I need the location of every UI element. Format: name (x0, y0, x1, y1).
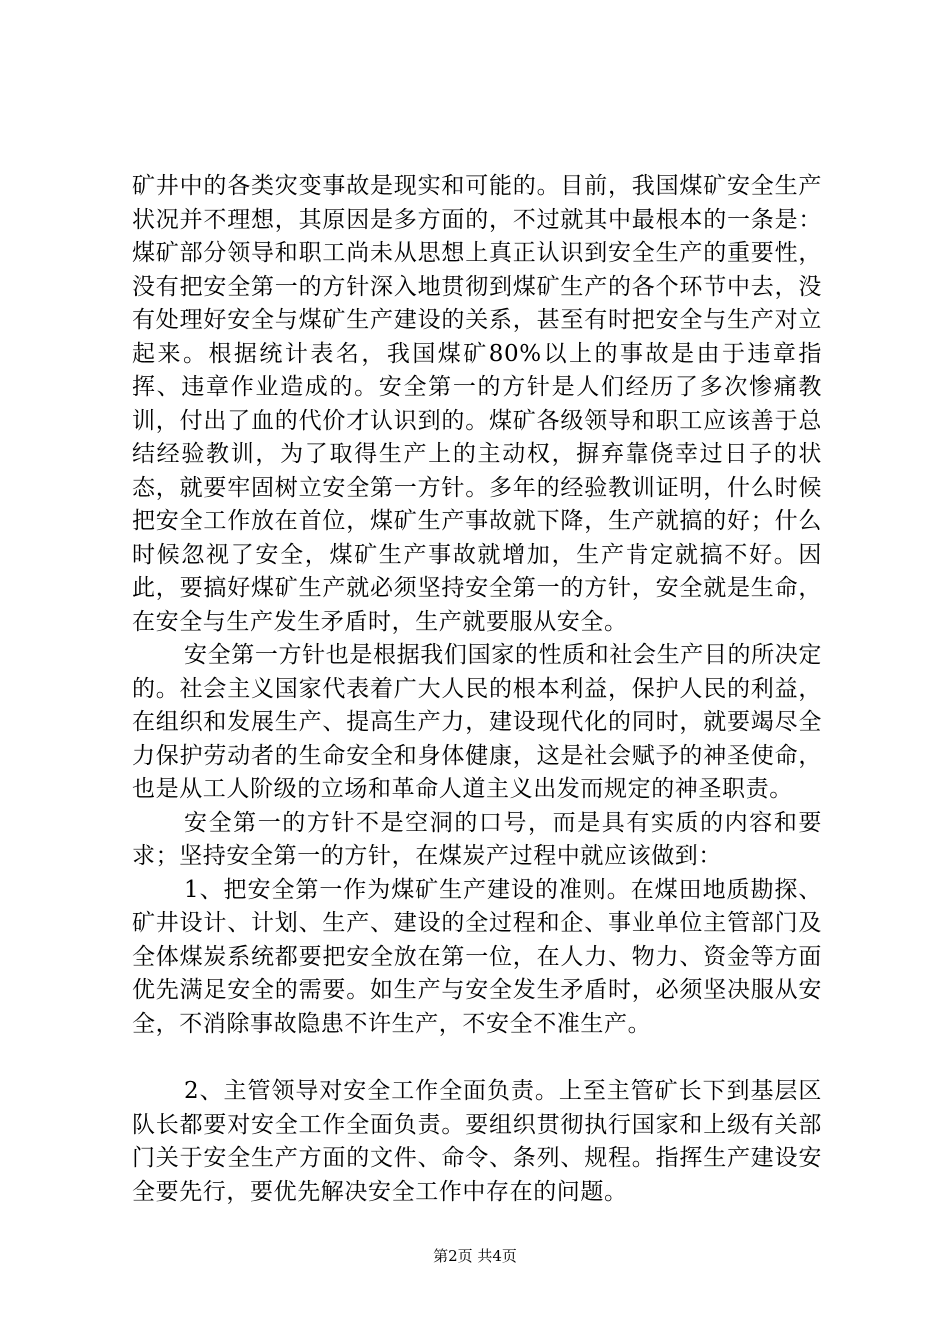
paragraph-2: 安全第一方针也是根据我们国家的性质和社会生产目的所决定的。社会主义国家代表着广大人民的根本利益，保护人民的利益，在组织和发展生产、提高生产力，建设现代化的同时，就要竭尽全力保护劳动者的生命安全和身体健康，这是社会赋予的神圣使命，也是从工人阶级的立场和革命人道主义出发而规定的神圣职责。 (132, 642, 822, 802)
paragraph-4: 1、把安全第一作为煤矿生产建设的准则。在煤田地质勘探、矿井设计、计划、生产、建设的全过程和企、事业单位主管部门及全体煤炭系统都要把安全放在第一位，在人力、物力、资金等方面优先满足安全的需要。如生产与安全发生矛盾时，必须坚决服从安全，不消除事故隐患不许生产，不安全不准生产。 (132, 876, 822, 1037)
document-body (132, 170, 822, 1209)
paragraph-5: 2、主管领导对安全工作全面负责。上至主管矿长下到基层区队长都要对安全工作全面负责。要组织贯彻执行国家和上级有关部门关于安全生产方面的文件、命令、条列、规程。指挥生产建设安全要先行，要优先解决安全工作中存在的问题。 (132, 1078, 822, 1205)
paragraph-1: 矿井中的各类灾变事故是现实和可能的。目前，我国煤矿安全生产状况并不理想，其原因是多方面的，不过就其中最根本的一条是：煤矿部分领导和职工尚未从思想上真正认识到安全生产的重要性，没有把安全第一的方针深入地贯彻到煤矿生产的各个环节中去，没有处理好安全与煤矿生产建设的关系，甚至有时把安全与生产对立起来。根据统计表名，我国煤矿80%以上的事故是由于违章指挥、违章作业造成的。安全第一的方针是人们经历了多次惨痛教训，付出了血的代价才认识到的。煤矿各级领导和职工应该善于总结经验教训，为了取得生产上的主动权，摒弃靠侥幸过日子的状态，就要牢固树立安全第一方针。多年的经验教训证明，什么时候把安全工作放在首位，煤矿生产事故就下降，生产就搞的好；什么时候忽视了安全，煤矿生产事故就增加，生产肯定就搞不好。因此，要搞好煤矿生产就必须坚持安全第一的方针，安全就是生命，在安全与生产发生矛盾时，生产就要服从安全。 (132, 173, 822, 635)
paragraph-3: 安全第一的方针不是空洞的口号，而是具有实质的内容和要求；坚持安全第一的方针，在煤炭产过程中就应该做到： (132, 809, 822, 869)
page-number-footer: 第2页 共4页 (433, 1247, 517, 1265)
paragraph-spacer (132, 1041, 822, 1075)
